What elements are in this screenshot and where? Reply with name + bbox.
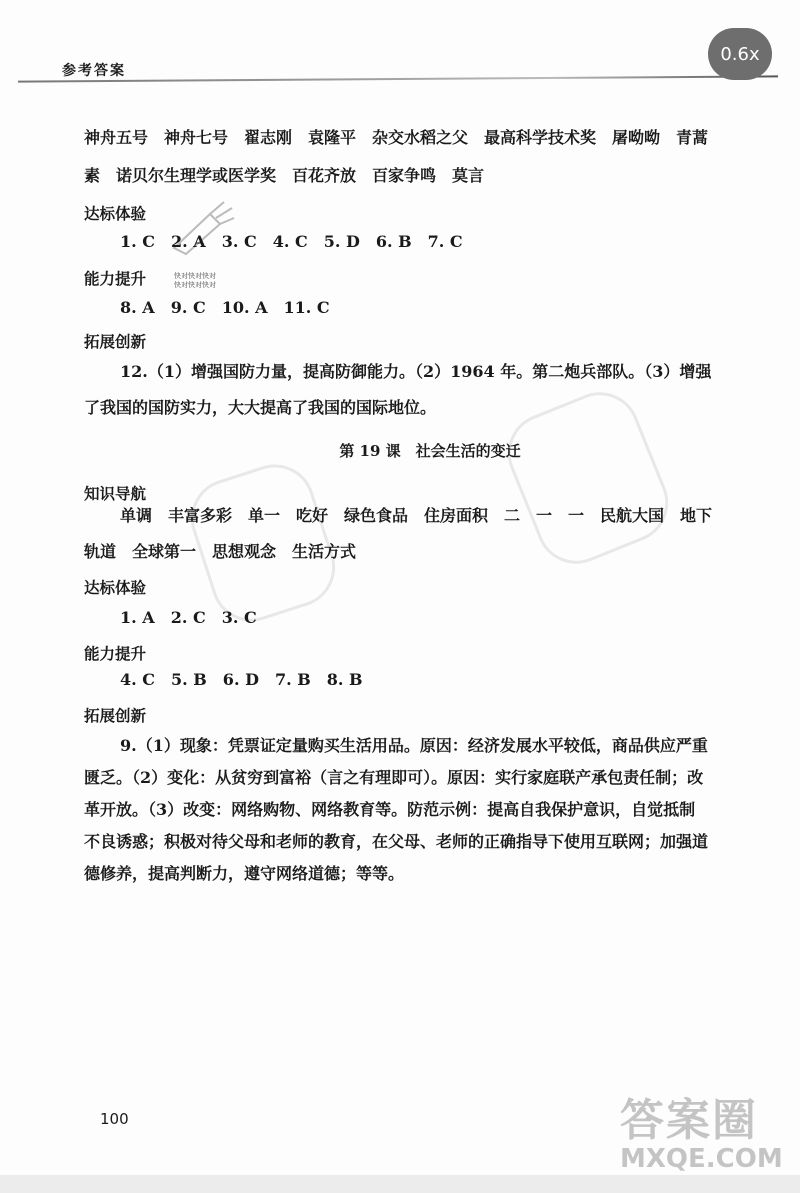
keyword-line: 轨道 全球第一 思想观念 生活方式 (84, 542, 357, 561)
answer-line: 了我国的国防实力，大大提高了我国的国际地位。 (84, 398, 437, 417)
answer-line: 8. A 9. C 10. A 11. C (120, 298, 330, 317)
watermark-logo-text: 答案圈 (620, 1095, 758, 1146)
answer-line: 1. A 2. C 3. C (120, 608, 257, 627)
lesson-title: 第 19 课 社会生活的变迁 (339, 442, 521, 460)
answer-line: 革开放。（3）改变：网络购物、网络教育等。防范示例：提高自我保护意识，自觉抵制 (84, 800, 696, 819)
answer-line: 4. C 5. B 6. D 7. B 8. B (120, 670, 363, 689)
section-title: 达标体验 (84, 204, 147, 223)
answer-line: 匮乏。（2）变化：从贫穷到富裕（言之有理即可）。原因：实行家庭联产承包责任制；改 (84, 768, 704, 787)
answer-line: 德修养，提高判断力，遵守网络道德；等等。 (84, 864, 405, 883)
watermark-stamp-right (496, 380, 681, 576)
answer-line: 1. C 2. A 3. C 4. C 5. D 6. B 7. C (120, 232, 463, 251)
bottom-strip (0, 1175, 800, 1193)
watermark-site-text: MXQE.COM (620, 1144, 783, 1174)
keyword-line: 素 诺贝尔生理学或医学奖 百花齐放 百家争鸣 莫言 (84, 166, 485, 185)
fastpass-note-line: 快对快对快对 (174, 281, 216, 289)
section-title: 能力提升 (84, 269, 147, 288)
header-divider (18, 75, 778, 82)
section-title: 拓展创新 (84, 706, 147, 725)
answer-line: 不良诱惑；积极对待父母和老师的教育，在父母、老师的正确指导下使用互联网；加强道 (84, 832, 709, 851)
section-title: 拓展创新 (84, 332, 147, 351)
section-title: 知识导航 (84, 484, 147, 503)
section-title: 达标体验 (84, 578, 147, 597)
fastpass-note-line: 快对快对快对 (174, 272, 216, 280)
section-title: 能力提升 (84, 644, 147, 663)
answer-line: 9.（1）现象：凭票证定量购买生活用品。原因：经济发展水平较低，商品供应严重 (120, 736, 708, 755)
fastpass-note (174, 272, 216, 290)
site-watermark-logo (620, 1095, 783, 1174)
page-header-title: 参考答案 (62, 63, 126, 79)
answer-line: 12.（1）增强国防力量，提高防御能力。（2）1964 年。第二炮兵部队。（3）增强 (120, 362, 712, 381)
keyword-line: 神舟五号 神舟七号 翟志刚 袁隆平 杂交水稻之父 最高科学技术奖 屠呦呦 青蒿 (84, 128, 709, 147)
playback-speed-button[interactable]: 0.6x (708, 28, 772, 80)
keyword-line: 单调 丰富多彩 单一 吃好 绿色食品 住房面积 二 一 一 民航大国 地下 (120, 506, 713, 525)
page-number: 100 (100, 1110, 129, 1128)
